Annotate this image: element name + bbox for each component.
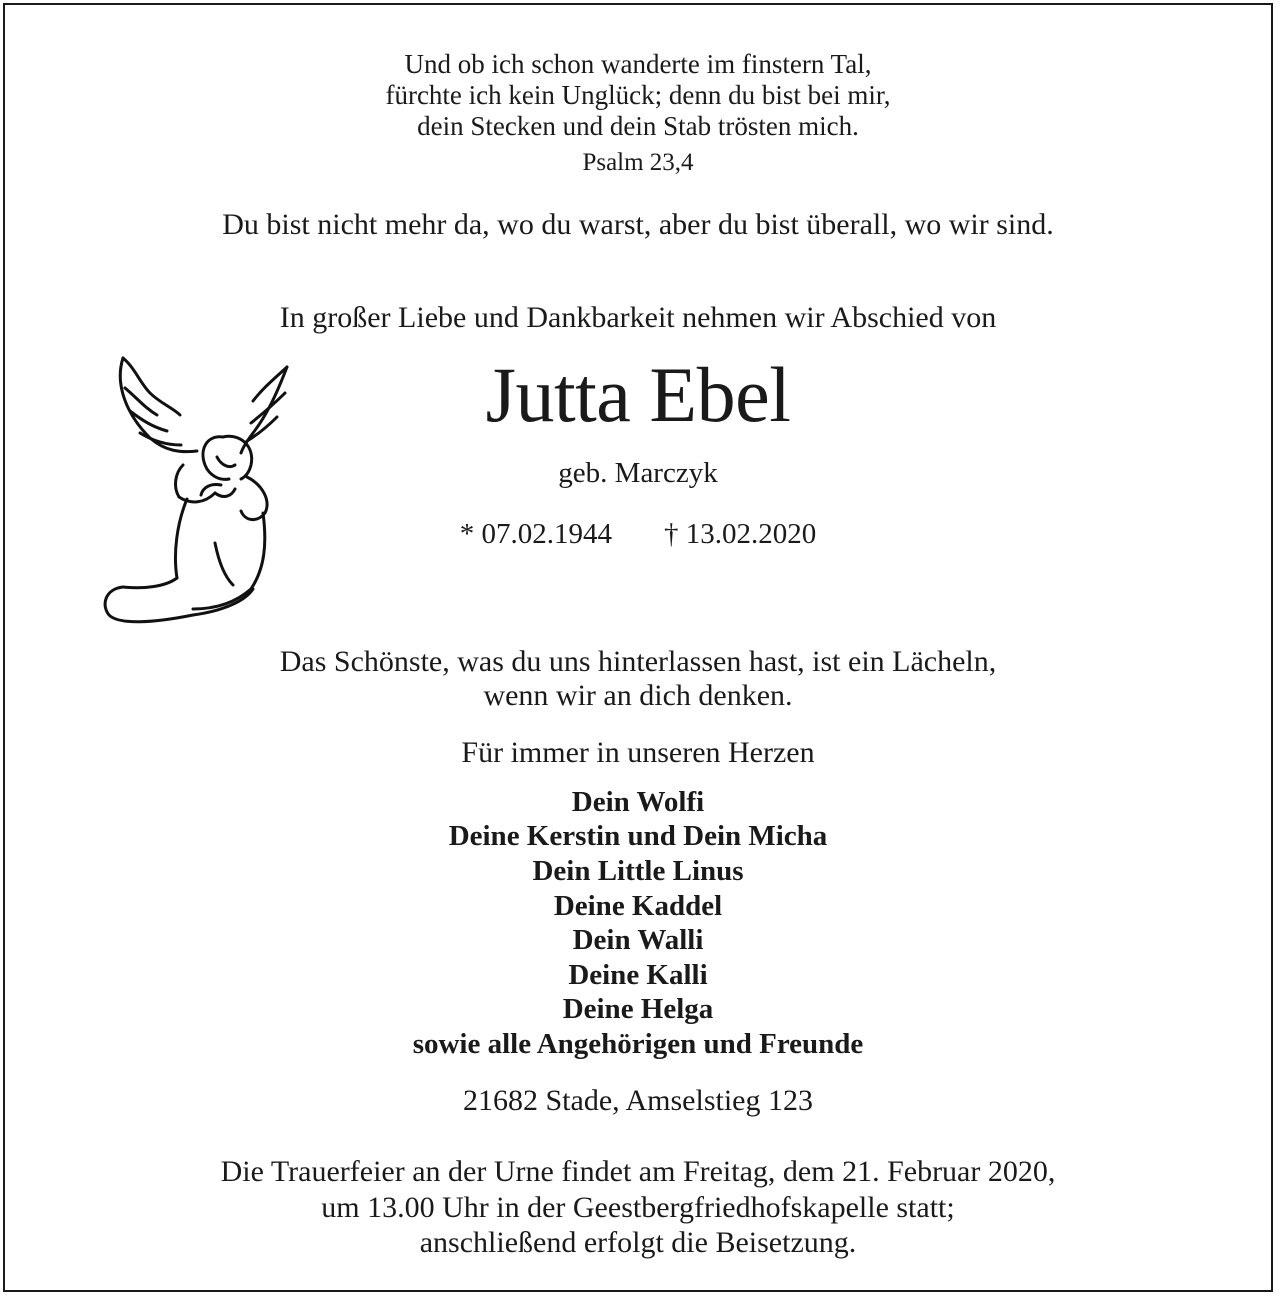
funeral-line: um 13.00 Uhr in der Geestbergfriedhofskapelle statt; bbox=[321, 1191, 955, 1224]
intro-text: In großer Liebe und Dankbarkeit nehmen wir Abschied von bbox=[279, 301, 997, 334]
verse-line: Und ob ich schon wanderte im finstern Tal, bbox=[404, 49, 872, 79]
mourner-name: sowie alle Angehörigen und Freunde bbox=[412, 1028, 864, 1060]
mourner-name: Deine Kaddel bbox=[553, 890, 723, 922]
verse-line: fürchte ich kein Unglück; denn du bist bei mir, bbox=[385, 80, 891, 110]
verse-reference: Psalm 23,4 bbox=[582, 149, 694, 176]
address: 21682 Stade, Amselstieg 123 bbox=[463, 1084, 813, 1117]
mourner-name: Dein Walli bbox=[572, 924, 704, 956]
funeral-line: anschließend erfolgt die Beisetzung. bbox=[419, 1226, 857, 1259]
motto: Du bist nicht mehr da, wo du warst, aber du bist überall, wo wir sind. bbox=[222, 208, 1054, 241]
maiden-name: geb. Marczyk bbox=[558, 457, 718, 489]
deceased-name: Jutta Ebel bbox=[485, 351, 791, 438]
mourner-name: Deine Kalli bbox=[568, 959, 708, 991]
mourner-name: Dein Wolfi bbox=[571, 786, 705, 818]
forever-text: Für immer in unseren Herzen bbox=[461, 736, 815, 769]
quote-line: Das Schönste, was du uns hinterlassen hast, ist ein Lächeln, bbox=[279, 645, 997, 678]
obituary-notice bbox=[3, 3, 1273, 1292]
mourner-name: Deine Kerstin und Dein Micha bbox=[448, 820, 828, 852]
verse-line: dein Stecken und dein Stab trösten mich. bbox=[417, 111, 859, 141]
death-date: † 13.02.2020 bbox=[664, 518, 817, 550]
life-dates bbox=[5, 518, 1271, 551]
mourner-name: Dein Little Linus bbox=[532, 855, 744, 887]
mourner-name: Deine Helga bbox=[562, 993, 714, 1025]
quote-line: wenn wir an dich denken. bbox=[483, 679, 793, 712]
birth-date: * 07.02.1944 bbox=[459, 518, 612, 550]
funeral-line: Die Trauerfeier an der Urne findet am Freitag, dem 21. Februar 2020, bbox=[220, 1155, 1056, 1188]
